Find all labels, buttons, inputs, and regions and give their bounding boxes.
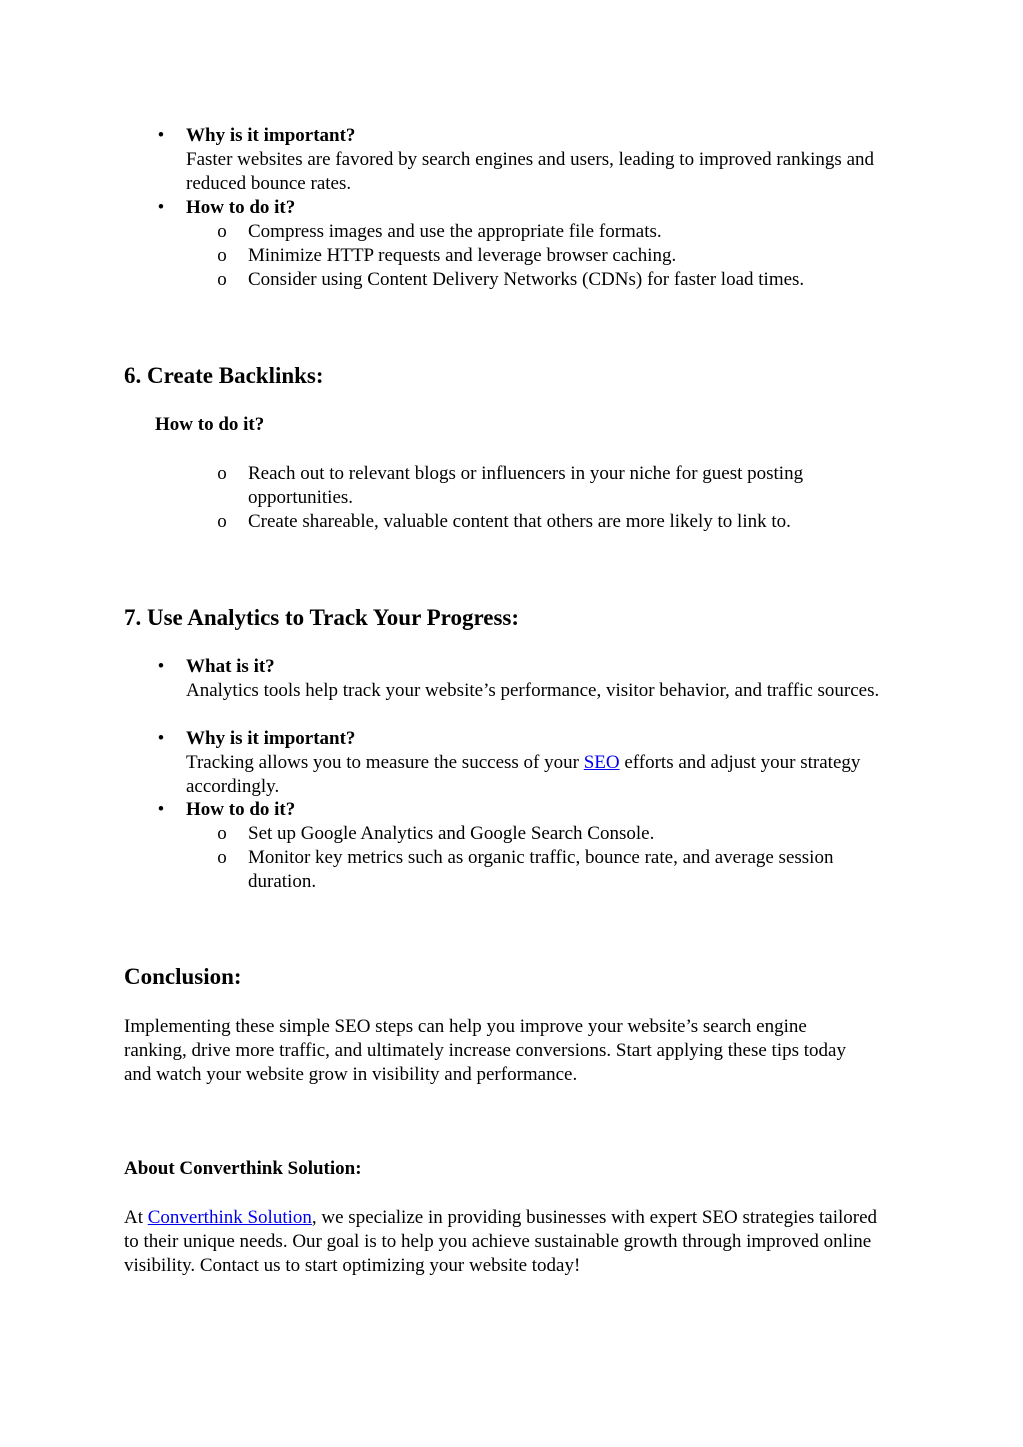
conclusion-paragraph: Implementing these simple SEO steps can help you improve your website’s search engine ranking, drive more traffic, and ultimately increase conversions. Start applying these tips today and watch your website grow in visibility and performance. (124, 1016, 846, 1085)
sub-bullet-marker: o (217, 511, 227, 532)
text-segment: efforts and adjust your strategy accordingly. (186, 752, 861, 797)
sub-bullet-marker: o (217, 823, 227, 844)
section-heading-analytics: 7. Use Analytics to Track Your Progress: (124, 605, 520, 630)
list-item-text: Faster websites are favored by search engines and users, leading to improved rankings and reduced bounce rates. (186, 149, 875, 194)
seo-link[interactable]: SEO (583, 752, 620, 773)
converthink-solution-link[interactable]: Converthink Solution (147, 1207, 312, 1228)
about-heading: About Converthink Solution: (124, 1158, 362, 1179)
text-segment: , we specialize in providing businesses with expert SEO strategies tailored to their unique needs. Our goal is to help you achieve sustainable growth through improved online visibility. Contact us to start optimizing your website today! (124, 1207, 878, 1276)
sub-list-item-text: Minimize HTTP requests and leverage browser caching. (248, 245, 677, 266)
list-item-label: What is it? (186, 656, 275, 677)
sub-list-item-text: Reach out to relevant blogs or influencers in your niche for guest posting opportunities. (248, 463, 804, 508)
list-item (154, 798, 914, 822)
sub-list-item-text: Monitor key metrics such as organic traffic, bounce rate, and average session duration. (248, 847, 834, 892)
section-heading-backlinks: 6. Create Backlinks: (124, 363, 324, 388)
bullet-marker: • (157, 656, 165, 677)
list-item-body (186, 727, 876, 799)
section-heading-conclusion: Conclusion: (124, 964, 242, 989)
bullet-marker: • (157, 125, 165, 146)
list-item-text: Analytics tools help track your website’s performance, visitor behavior, and traffic sources. (186, 680, 880, 701)
list-item-body (186, 124, 916, 196)
about-paragraph (124, 1206, 884, 1278)
bullet-marker: • (157, 197, 165, 218)
how-to-label: How to do it? (155, 414, 265, 435)
sub-list-item (215, 846, 915, 894)
sub-list-item (215, 510, 915, 534)
bullet-marker: • (157, 728, 165, 749)
sub-list-item (215, 822, 915, 846)
sub-bullet-marker: o (217, 245, 227, 266)
sub-list-item (215, 462, 915, 510)
sub-list-item-text: Set up Google Analytics and Google Search Console. (248, 823, 655, 844)
sub-bullet-marker: o (217, 847, 227, 868)
sub-list-item-text: Consider using Content Delivery Networks (CDNs) for faster load times. (248, 269, 805, 290)
sub-list-item (215, 244, 915, 268)
sub-list-item (215, 220, 915, 244)
bullet-marker: • (157, 799, 165, 820)
list-item-label: Why is it important? (186, 728, 356, 749)
sub-bullet-marker: o (217, 269, 227, 290)
list-item (154, 727, 914, 799)
sub-bullet-marker: o (217, 221, 227, 242)
list-item-body (186, 655, 886, 703)
list-item-text (186, 751, 876, 799)
list-item-label: How to do it? (186, 197, 296, 218)
text-segment: At (124, 1207, 148, 1228)
list-item (154, 655, 914, 727)
text-segment: Tracking allows you to measure the success of your (186, 752, 584, 773)
list-item (154, 124, 914, 196)
list-item (154, 196, 914, 220)
sub-list-item-text: Compress images and use the appropriate file formats. (248, 221, 662, 242)
list-item-label: How to do it? (186, 799, 296, 820)
sub-list-item (215, 268, 915, 292)
sub-list-item-text: Create shareable, valuable content that others are more likely to link to. (248, 511, 791, 532)
sub-bullet-marker: o (217, 463, 227, 484)
list-item-label: Why is it important? (186, 125, 356, 146)
